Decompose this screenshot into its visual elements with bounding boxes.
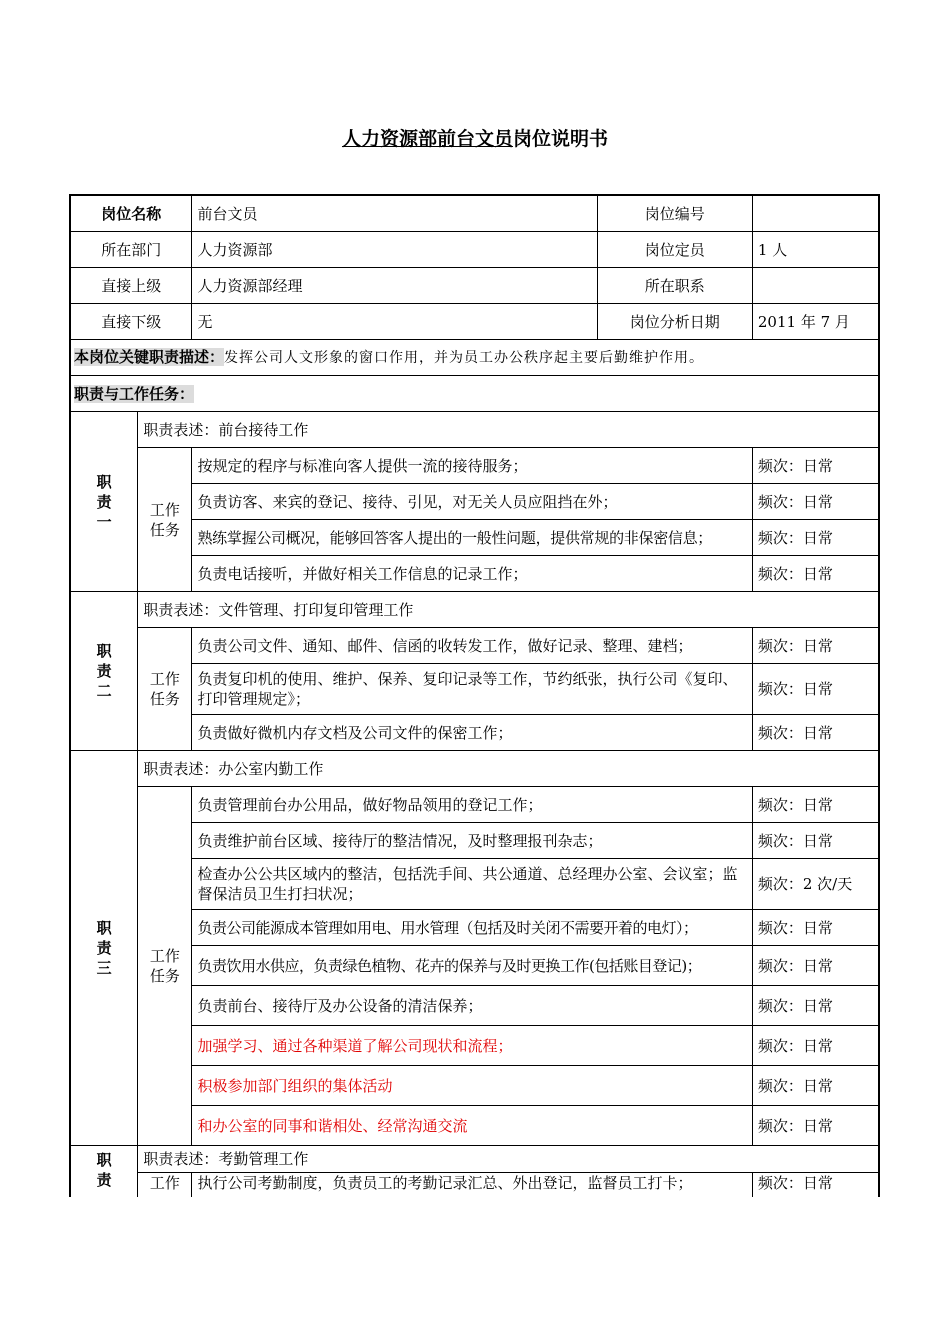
info-row <box>70 268 879 304</box>
duty3-task-8: 积极参加部门组织的集体活动 <box>192 1066 752 1106</box>
duty3-task-4: 负责公司能源成本管理如用电、用水管理（包括及时关闭不需要开着的电灯）； <box>192 910 752 946</box>
table-row <box>70 1106 879 1146</box>
value-subordinate: 无 <box>192 304 597 340</box>
duty3-desc: 职责表述：办公室内勤工作 <box>138 751 879 787</box>
value-analysis-date: 2011 年 7 月 <box>752 304 879 340</box>
label-department: 所在部门 <box>70 232 192 268</box>
duty1-freq-1: 频次：日常 <box>752 448 879 484</box>
table-row <box>70 484 879 520</box>
duty3-task-6: 负责前台、接待厅及办公设备的清洁保养； <box>192 986 752 1026</box>
duty2-task-3: 负责做好微机内存文档及公司文件的保密工作； <box>192 715 752 751</box>
table-row <box>70 823 879 859</box>
duty4-freq-1: 频次：日常 <box>752 1173 879 1198</box>
duty2-task-2: 负责复印机的使用、维护、保养、复印记录等工作，节约纸张，执行公司《复印、打印管理规定》； <box>192 664 752 715</box>
duty1-task-label <box>138 448 192 592</box>
duties-header-row <box>70 376 879 412</box>
table-row <box>70 448 879 484</box>
table-row <box>70 787 879 823</box>
label-headcount: 岗位定员 <box>597 232 752 268</box>
value-position-code <box>752 195 879 232</box>
duty3-freq-3: 频次：2 次/天 <box>752 859 879 910</box>
label-analysis-date: 岗位分析日期 <box>597 304 752 340</box>
duty2-task-1: 负责公司文件、通知、邮件、信函的收转发工作，做好记录、整理、建档； <box>192 628 752 664</box>
label-job-family: 所在职系 <box>597 268 752 304</box>
key-duty-label: 本岗位关键职责描述： <box>74 348 225 366</box>
duty2-label-text: 职责二 <box>96 642 112 700</box>
duty4-desc: 职责表述：考勤管理工作 <box>138 1146 879 1173</box>
table-row <box>70 1026 879 1066</box>
table-row <box>70 628 879 664</box>
duty3-freq-5: 频次：日常 <box>752 946 879 986</box>
task-label-text: 工作任务 <box>149 947 180 985</box>
duty3-label <box>70 751 138 1146</box>
table-row <box>70 1173 879 1198</box>
duty3-freq-1: 频次：日常 <box>752 787 879 823</box>
duty1-task-3: 熟练掌握公司概况，能够回答客人提出的一般性问题，提供常规的非保密信息； <box>192 520 752 556</box>
table-row <box>70 946 879 986</box>
duty3-task-label <box>138 787 192 1146</box>
duty1-freq-3: 频次：日常 <box>752 520 879 556</box>
duty3-task-1: 负责管理前台办公用品，做好物品领用的登记工作； <box>192 787 752 823</box>
value-headcount: 1 人 <box>752 232 879 268</box>
table-row <box>70 715 879 751</box>
duty3-task-2: 负责维护前台区域、接待厅的整洁情况，及时整理报刊杂志； <box>192 823 752 859</box>
page-title <box>0 124 950 151</box>
title-rest: 岗位说明书 <box>513 128 609 150</box>
table-row <box>70 986 879 1026</box>
duty2-desc: 职责表述：文件管理、打印复印管理工作 <box>138 592 879 628</box>
duty3-desc-row <box>70 751 879 787</box>
duty3-freq-9: 频次：日常 <box>752 1106 879 1146</box>
table-row <box>70 1066 879 1106</box>
value-position-name: 前台文员 <box>192 195 597 232</box>
duty3-task-5: 负责饮用水供应，负责绿色植物、花卉的保养与及时更换工作(包括账目登记)； <box>192 946 752 986</box>
job-description-table <box>69 194 880 1197</box>
task-label-text: 工作任务 <box>149 500 180 539</box>
duty2-desc-row <box>70 592 879 628</box>
info-row <box>70 195 879 232</box>
key-duty-row <box>70 340 879 376</box>
label-position-name: 岗位名称 <box>70 195 192 232</box>
duty1-desc: 职责表述：前台接待工作 <box>138 412 879 448</box>
info-row <box>70 232 879 268</box>
duty1-desc-row <box>70 412 879 448</box>
label-supervisor: 直接上级 <box>70 268 192 304</box>
title-underlined: 人力资源部前台文员 <box>341 128 513 150</box>
key-duty-text: 发挥公司人文形象的窗口作用，并为员工办公秩序起主要后勤维护作用。 <box>224 350 705 366</box>
duty1-task-4: 负责电话接听，并做好相关工作信息的记录工作； <box>192 556 752 592</box>
label-subordinate: 直接下级 <box>70 304 192 340</box>
duty3-freq-2: 频次：日常 <box>752 823 879 859</box>
duty3-freq-6: 频次：日常 <box>752 986 879 1026</box>
duty4-task-label: 工作 <box>138 1173 192 1198</box>
duty2-freq-1: 频次：日常 <box>752 628 879 664</box>
duty1-label <box>70 412 138 592</box>
duty3-task-3: 检查办公公共区域内的整洁，包括洗手间、共公通道、总经理办公室、会议室；监督保洁员卫生打扫状况； <box>192 859 752 910</box>
info-row <box>70 304 879 340</box>
duty1-freq-2: 频次：日常 <box>752 484 879 520</box>
value-job-family <box>752 268 879 304</box>
table-row <box>70 664 879 715</box>
duty3-task-7: 加强学习、通过各种渠道了解公司现状和流程； <box>192 1026 752 1066</box>
duty2-freq-3: 频次：日常 <box>752 715 879 751</box>
duty2-freq-2: 频次：日常 <box>752 664 879 715</box>
duty1-task-2: 负责访客、来宾的登记、接待、引见，对无关人员应阻挡在外； <box>192 484 752 520</box>
value-department: 人力资源部 <box>192 232 597 268</box>
duty2-task-label <box>138 628 192 751</box>
table-row <box>70 556 879 592</box>
duties-header: 职责与工作任务： <box>74 384 195 403</box>
table-row <box>70 910 879 946</box>
duty4-label-text: 职责 <box>96 1151 112 1189</box>
label-position-code: 岗位编号 <box>597 195 752 232</box>
task-label-text: 工作任务 <box>149 670 180 708</box>
duty3-freq-4: 频次：日常 <box>752 910 879 946</box>
duty3-freq-7: 频次：日常 <box>752 1026 879 1066</box>
duty3-task-9: 和办公室的同事和谐相处、经常沟通交流 <box>192 1106 752 1146</box>
value-supervisor: 人力资源部经理 <box>192 268 597 304</box>
duty1-task-1: 按规定的程序与标准向客人提供一流的接待服务； <box>192 448 752 484</box>
table-row <box>70 520 879 556</box>
table-row <box>70 859 879 910</box>
duty2-label <box>70 592 138 751</box>
duty4-label <box>70 1146 138 1198</box>
duty4-desc-row <box>70 1146 879 1173</box>
duty4-task-1: 执行公司考勤制度，负责员工的考勤记录汇总、外出登记，监督员工打卡； <box>192 1173 752 1198</box>
duty1-label-text: 职责一 <box>96 472 112 531</box>
duty1-freq-4: 频次：日常 <box>752 556 879 592</box>
duty3-freq-8: 频次：日常 <box>752 1066 879 1106</box>
duty3-label-text: 职责三 <box>96 919 112 977</box>
